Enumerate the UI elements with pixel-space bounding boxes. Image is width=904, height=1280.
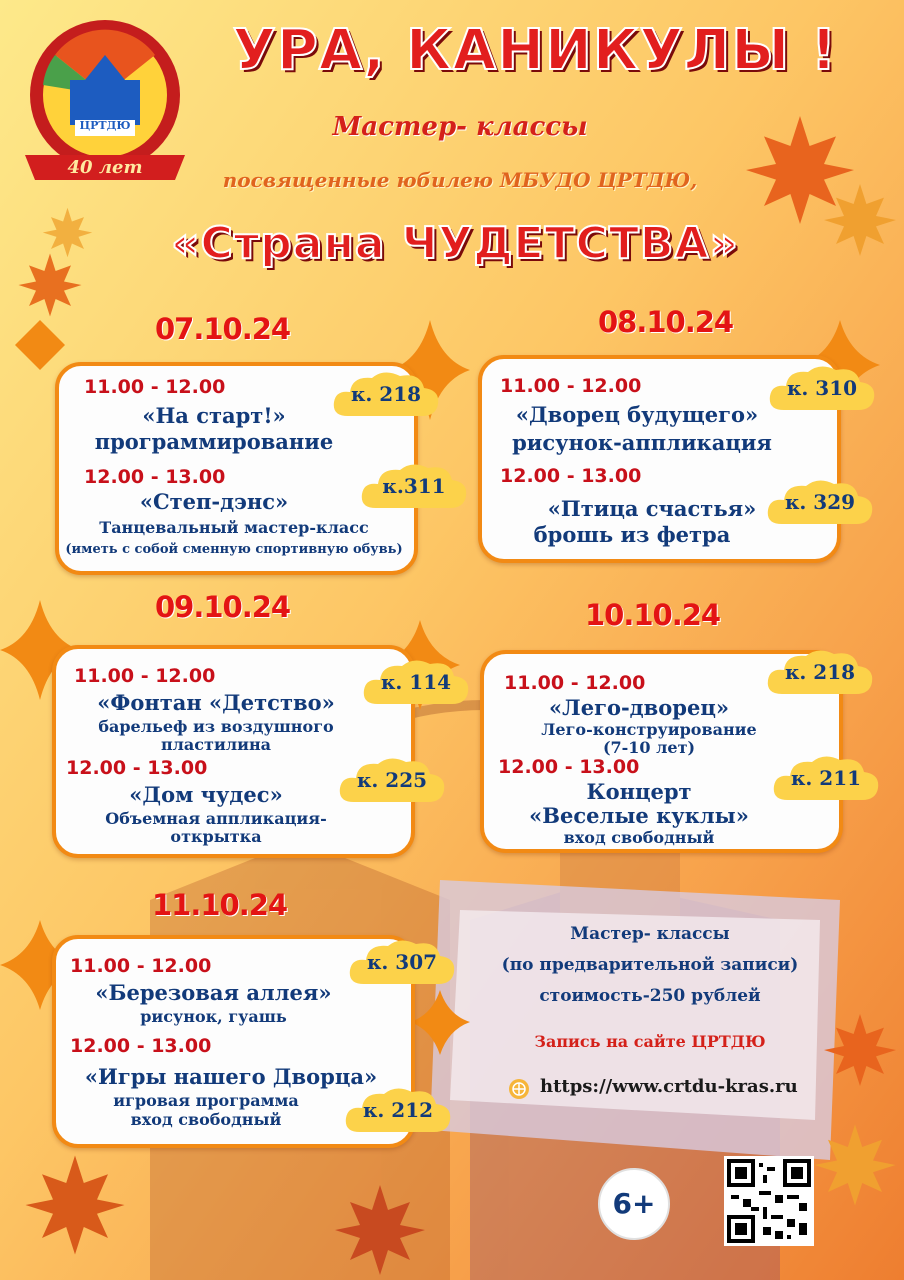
session-desc: Объемная аппликация-: [105, 809, 327, 828]
room-label: к. 114: [380, 670, 452, 694]
room-label: к.311: [382, 474, 446, 498]
maple-leaf-icon: [20, 1150, 130, 1260]
qr-code-icon[interactable]: [724, 1156, 814, 1246]
date-day-1: 07.10.24: [155, 312, 291, 346]
maple-leaf-icon: [820, 180, 900, 260]
logo-org: ЦРТДЮ: [79, 119, 131, 132]
date-day-4: 10.10.24: [585, 598, 721, 632]
session-desc: игровая программа: [113, 1091, 299, 1110]
page-subtitle: Мастер- классы: [332, 112, 588, 142]
session-name: «Фонтан «Детство»: [97, 690, 335, 715]
session-desc: открытка: [170, 827, 262, 846]
session-time: 12.00 - 13.00: [84, 466, 226, 488]
room-label: к. 329: [784, 490, 856, 514]
info-line-1: Мастер- классы: [570, 924, 730, 944]
age-rating-badge: 6+: [598, 1168, 670, 1240]
session-desc: вход свободный: [563, 828, 715, 847]
session-name: «Дворец будущего»: [515, 402, 759, 427]
room-badge: [764, 646, 876, 698]
room-badge: [770, 752, 882, 804]
session-time: 12.00 - 13.00: [500, 465, 642, 487]
info-line-2: (по предварительной записи): [501, 955, 799, 975]
room-badge: [336, 754, 448, 806]
website-link[interactable]: https://www.crtdu-kras.ru: [540, 1076, 798, 1097]
session-time: 11.00 - 12.00: [84, 376, 226, 398]
session-name: Концерт: [586, 779, 692, 804]
room-badge: [346, 936, 458, 988]
room-label: к. 218: [784, 660, 856, 684]
info-line-3: стоимость-250 рублей: [539, 986, 761, 1006]
session-desc: рисунок-аппликация: [512, 430, 772, 455]
maple-leaf-icon: [820, 1010, 900, 1090]
session-time: 12.00 - 13.00: [498, 756, 640, 778]
room-label: к. 218: [350, 382, 422, 406]
room-label: к. 310: [786, 376, 858, 400]
maple-leaf-icon: [40, 205, 95, 260]
room-badge: [342, 1084, 454, 1136]
room-label: к. 211: [790, 766, 862, 790]
session-name: «Березовая аллея»: [95, 980, 332, 1005]
date-day-3: 09.10.24: [155, 590, 291, 624]
session-name: «Степ-дэнс»: [139, 489, 289, 514]
room-badge: [360, 656, 472, 708]
session-desc: вход свободный: [130, 1110, 282, 1129]
logo-anniversary: 40 лет: [67, 157, 143, 178]
room-badge: [358, 460, 470, 512]
session-name: «Дом чудес»: [129, 782, 283, 807]
signup-text: Запись на сайте ЦРТДЮ: [534, 1032, 766, 1051]
session-desc: Танцевальный мастер-класс: [99, 518, 369, 537]
session-desc: брошь из фетра: [533, 522, 731, 547]
session-time: 12.00 - 13.00: [66, 757, 208, 779]
session-name: «Игры нашего Дворца»: [84, 1064, 378, 1089]
session-desc: пластилина: [160, 735, 272, 754]
date-day-2: 08.10.24: [598, 305, 734, 339]
room-badge: [330, 368, 442, 420]
session-time: 12.00 - 13.00: [70, 1035, 212, 1057]
session-time: 11.00 - 12.00: [74, 665, 216, 687]
session-name: «На старт!»: [142, 403, 286, 428]
session-note: (иметь с собой сменную спортивную обувь): [65, 542, 403, 557]
maple-leaf-icon: [15, 250, 85, 320]
room-badge: [764, 476, 876, 528]
session-desc: рисунок, гуашь: [140, 1007, 287, 1026]
logo: [15, 15, 195, 190]
session-desc: Лего-конструирование: [541, 720, 757, 739]
session-name: «Лего-дворец»: [549, 695, 729, 720]
session-name: «Птица счастья»: [547, 496, 757, 521]
session-time: 11.00 - 12.00: [70, 955, 212, 977]
session-name: «Веселые куклы»: [529, 803, 749, 828]
session-desc: программирование: [94, 429, 334, 454]
session-time: 11.00 - 12.00: [500, 375, 642, 397]
globe-icon: [508, 1078, 530, 1100]
room-label: к. 212: [362, 1098, 434, 1122]
session-desc: барельеф из воздушного: [98, 717, 334, 736]
dedication-text: посвященные юбилею МБУДО ЦРТДЮ,: [222, 168, 698, 192]
room-label: к. 225: [356, 768, 428, 792]
session-time: 11.00 - 12.00: [504, 672, 646, 694]
maple-leaf-icon: [330, 1180, 430, 1280]
room-badge: [766, 362, 878, 414]
maple-leaf-icon: [810, 1120, 900, 1210]
session-desc: (7-10 лет): [602, 738, 696, 757]
event-name: «Страна ЧУДЕТСТВА»: [171, 218, 739, 269]
date-day-5: 11.10.24: [152, 888, 288, 922]
room-label: к. 307: [366, 950, 438, 974]
page-title: УРА, КАНИКУЛЫ !: [232, 18, 838, 83]
